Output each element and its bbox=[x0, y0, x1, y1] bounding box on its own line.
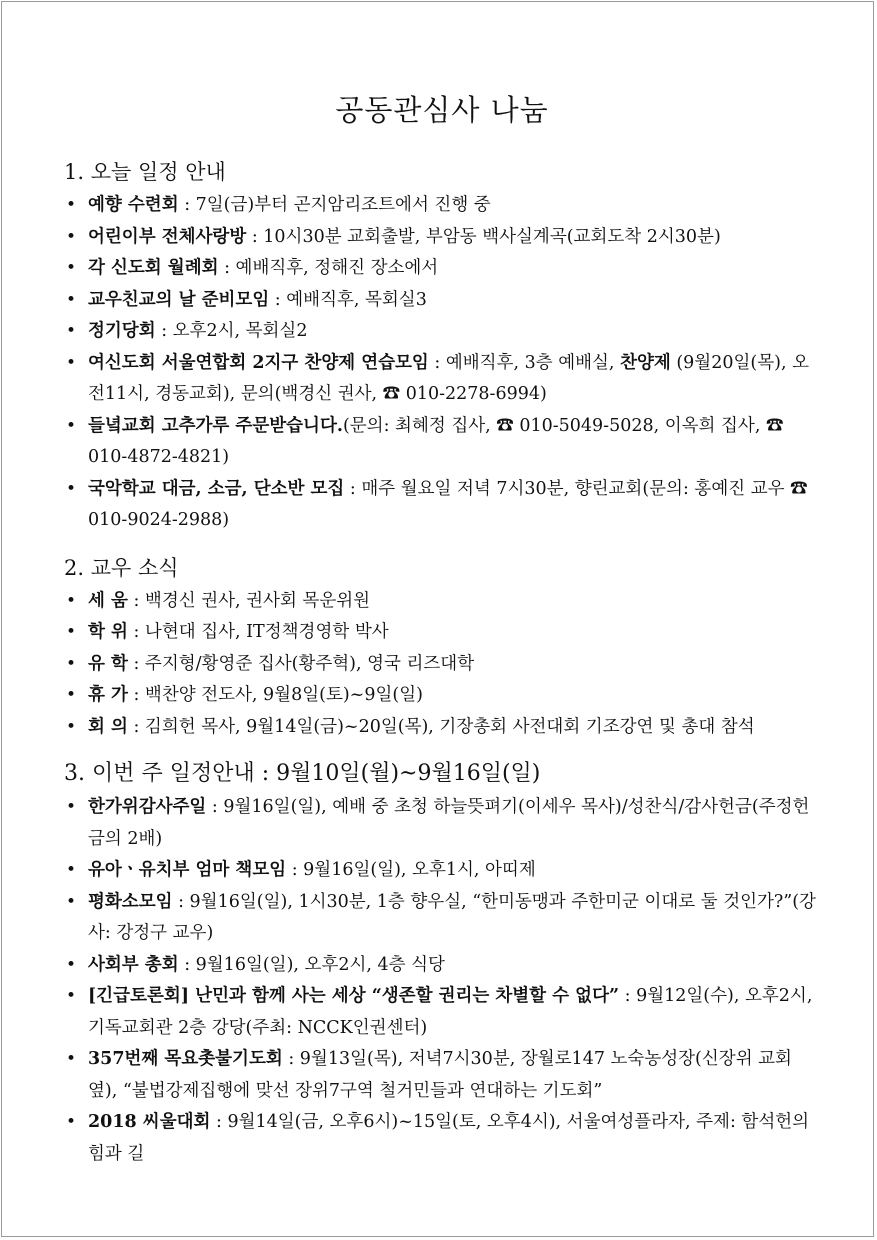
list-item: • 교우친교의 날 준비모임 : 예배직후, 목회실3 bbox=[64, 285, 820, 317]
bullet-icon: • bbox=[66, 622, 77, 642]
bullet-icon: • bbox=[66, 716, 77, 737]
bullet-icon: • bbox=[66, 653, 77, 674]
section-heading-today: 1. 오늘 일정 안내 bbox=[64, 160, 226, 184]
bullet-icon: • bbox=[66, 1112, 77, 1132]
bullet-icon: • bbox=[66, 258, 77, 278]
list-item: • 한가위감사주일 : 9월16일(일), 예배 중 초청 하늘뜻펴기(이세우 목사)/성찬식/감사헌금(주정헌금의 2배) bbox=[64, 792, 820, 855]
list-item: • 각 신도회 월례회 : 예배직후, 정해진 장소에서 bbox=[64, 253, 820, 285]
list-item: • 국악학교 대금, 소금, 단소반 모집 : 매주 월요일 저녁 7시30분, 향린교회(문의: 홍예진 교우 ☎ 010-9024-2988) bbox=[64, 474, 820, 537]
section-list-week bbox=[64, 792, 820, 1170]
bullet-icon: • bbox=[66, 478, 77, 499]
document-page bbox=[64, 88, 820, 1186]
bullet-icon: • bbox=[66, 685, 77, 705]
section-list-members bbox=[64, 586, 820, 744]
list-item: • 휴 가 : 백찬양 전도사, 9월8일(토)~9일(일) bbox=[64, 680, 820, 712]
list-item: • 357번째 목요촛불기도회 : 9월13일(목), 저녁7시30분, 장월로147 노숙농성장(신장위 교회 옆), “불법강제집행에 맞선 장위7구역 철거민들과 연대하는 기도회” bbox=[64, 1044, 820, 1107]
list-item: • 2018 씨울대회 : 9월14일(금, 오후6시)~15일(토, 오후4시), 서울여성플라자, 주제: 함석헌의 힘과 길 bbox=[64, 1107, 820, 1170]
list-item: • 여신도회 서울연합회 2지구 찬양제 연습모임 : 예배직후, 3층 예배실, 찬양제 (9월20일(목), 오전11시, 경동교회), 문의(백경신 권사, ☎ 010-2278-6994) bbox=[64, 348, 820, 411]
bullet-icon: • bbox=[66, 860, 77, 880]
bullet-icon: • bbox=[66, 954, 77, 975]
list-item: • 정기당회 : 오후2시, 목회실2 bbox=[64, 316, 820, 348]
list-item: • 유아ㆍ유치부 엄마 책모임 : 9월16일(일), 오후1시, 아띠제 bbox=[64, 855, 820, 887]
list-item: • [긴급토론회] 난민과 함께 사는 세상 “생존할 권리는 차별할 수 없다” : 9월12일(수), 오후2시, 기독교회관 2층 강당(주최: NCCK인권센터) bbox=[64, 981, 820, 1044]
list-item: • 어린이부 전체사랑방 : 10시30분 교회출발, 부암동 백사실계곡(교회도착 2시30분) bbox=[64, 222, 820, 254]
bullet-icon: • bbox=[66, 986, 77, 1006]
list-item: • 유 학 : 주지형/황영준 집사(황주혁), 영국 리즈대학 bbox=[64, 649, 820, 681]
page-title: 공동관심사 나눔 bbox=[335, 93, 549, 127]
section-heading-members: 2. 교우 소식 bbox=[64, 555, 179, 580]
list-item: • 평화소모임 : 9월16일(일), 1시30분, 1층 향우실, “한미동맹과 주한미군 이대로 둘 것인가?”(강사: 강정구 교우) bbox=[64, 887, 820, 950]
list-item: • 들녘교회 고추가루 주문받습니다.(문의: 최혜정 집사, ☎ 010-5049-5028, 이옥희 집사, ☎ 010-4872-4821) bbox=[64, 411, 820, 474]
list-item: • 사회부 총회 : 9월16일(일), 오후2시, 4층 식당 bbox=[64, 950, 820, 982]
list-item: • 세 움 : 백경신 권사, 권사회 목운위원 bbox=[64, 586, 820, 618]
list-item: • 회 의 : 김희헌 목사, 9월14일(금)~20일(목), 기장총회 사전대회 기조강연 및 총대 참석 bbox=[64, 712, 820, 744]
bullet-icon: • bbox=[66, 289, 77, 310]
list-item: • 예향 수련회 : 7일(금)부터 곤지암리조트에서 진행 중 bbox=[64, 190, 820, 222]
bullet-icon: • bbox=[66, 321, 77, 341]
bullet-icon: • bbox=[66, 1049, 77, 1069]
bullet-icon: • bbox=[66, 352, 77, 373]
bullet-icon: • bbox=[66, 415, 77, 436]
bullet-icon: • bbox=[66, 590, 77, 611]
bullet-icon: • bbox=[66, 195, 77, 215]
bullet-icon: • bbox=[66, 226, 77, 247]
section-heading-week: 3. 이번 주 일정안내 : 9월10일(월)~9월16일(일) bbox=[64, 761, 541, 786]
bullet-icon: • bbox=[66, 797, 77, 817]
section-list-today bbox=[64, 190, 820, 537]
list-item: • 학 위 : 나현대 집사, IT정책경영학 박사 bbox=[64, 617, 820, 649]
bullet-icon: • bbox=[66, 891, 77, 912]
